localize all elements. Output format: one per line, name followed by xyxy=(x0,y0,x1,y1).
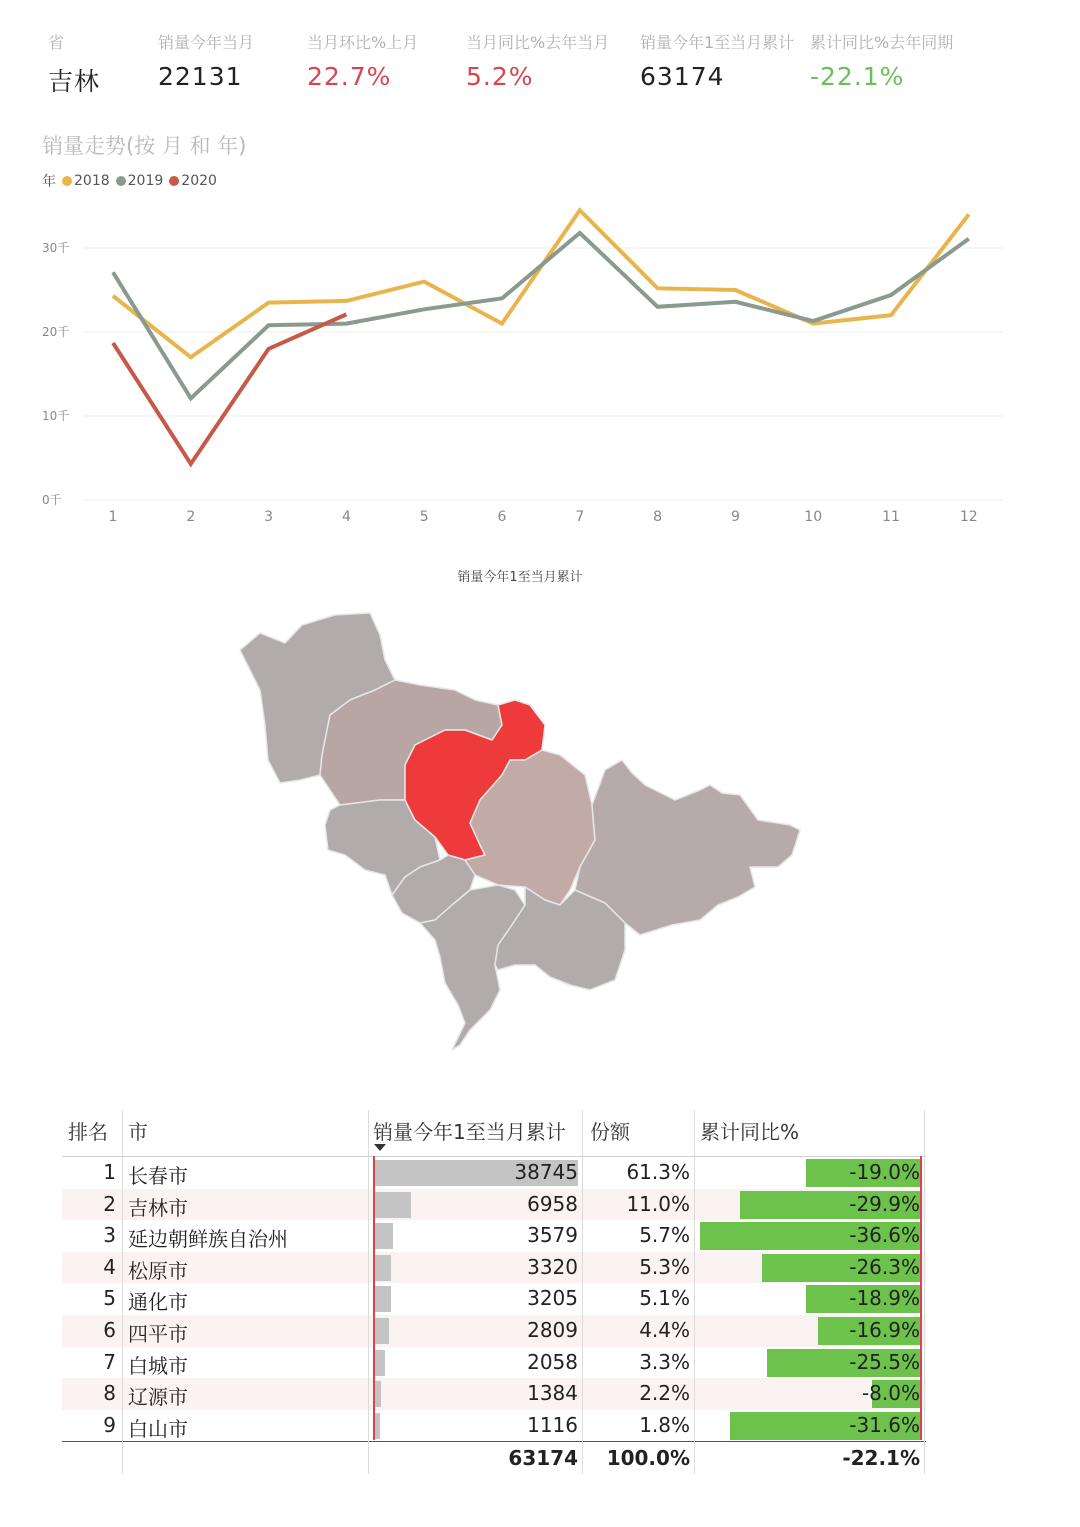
x-tick-label: 4 xyxy=(341,509,351,525)
grid-line xyxy=(582,1110,583,1474)
x-tick-label: 10 xyxy=(804,509,823,525)
bar-baseline-marker xyxy=(920,1156,922,1440)
table-total-row xyxy=(62,1441,926,1476)
cell-rank: 4 xyxy=(103,1254,116,1279)
legend-item-2019[interactable] xyxy=(116,173,164,189)
legend-label-2020: 2020 xyxy=(181,173,217,189)
legend-label-2019: 2019 xyxy=(127,173,164,189)
cell-rank: 8 xyxy=(103,1381,116,1406)
cell-rank: 1 xyxy=(103,1160,116,1184)
total-qty: 63174 xyxy=(508,1446,578,1471)
cell-city: 辽源市 xyxy=(128,1385,188,1410)
cell-share: 3.3% xyxy=(639,1349,690,1374)
table-row[interactable] xyxy=(62,1283,926,1315)
cell-qty: 38745 xyxy=(514,1160,578,1184)
cell-share: 1.8% xyxy=(639,1412,690,1437)
x-tick-label: 7 xyxy=(575,509,585,525)
kpi-ytd-value: 63174 xyxy=(640,62,725,91)
table-row[interactable] xyxy=(62,1315,926,1347)
table-row[interactable] xyxy=(62,1378,926,1410)
total-share: 100.0% xyxy=(606,1446,690,1471)
kpi-month-sales-value: 22131 xyxy=(158,62,243,91)
cell-yoy: -26.3% xyxy=(849,1254,920,1279)
table-body xyxy=(62,1157,926,1441)
cell-share: 61.3% xyxy=(626,1160,690,1184)
jilin-map[interactable] xyxy=(230,605,810,1065)
kpi-header-ytd: 销量今年1至当月累计 xyxy=(640,33,795,52)
series-line-2020[interactable] xyxy=(113,314,346,464)
total-yoy: -22.1% xyxy=(842,1446,920,1471)
cell-yoy: -29.9% xyxy=(849,1191,920,1216)
cell-yoy: -25.5% xyxy=(849,1349,920,1374)
sort-desc-icon[interactable] xyxy=(374,1144,386,1151)
y-tick-label: 30千 xyxy=(42,241,70,255)
cell-qty: 6958 xyxy=(527,1191,578,1216)
legend-dot-2020 xyxy=(169,176,179,186)
sales-trend-chart[interactable] xyxy=(0,200,1040,535)
table-header-yoy[interactable]: 累计同比% xyxy=(700,1120,800,1144)
grid-line xyxy=(694,1110,695,1474)
x-tick-label: 2 xyxy=(186,509,196,525)
table-header-row xyxy=(62,1110,926,1157)
y-tick-label: 10千 xyxy=(42,409,70,423)
cell-city: 白山市 xyxy=(128,1416,188,1441)
table-row[interactable] xyxy=(62,1410,926,1442)
cell-city: 长春市 xyxy=(128,1164,188,1188)
table-row[interactable] xyxy=(62,1189,926,1221)
grid-line xyxy=(122,1110,123,1474)
cell-rank: 6 xyxy=(103,1317,116,1342)
cell-rank: 3 xyxy=(103,1223,116,1248)
table-row[interactable] xyxy=(62,1252,926,1284)
legend-dot-2019 xyxy=(116,176,126,186)
bar-baseline-marker xyxy=(373,1156,375,1440)
x-tick-label: 3 xyxy=(264,509,274,525)
x-tick-label: 5 xyxy=(419,509,429,525)
cell-qty: 1384 xyxy=(527,1381,578,1406)
x-tick-label: 11 xyxy=(882,509,900,525)
kpi-header-yoy-ytd: 累计同比%去年同期 xyxy=(810,33,954,52)
cell-share: 5.3% xyxy=(639,1254,690,1279)
chart-legend xyxy=(42,171,217,191)
legend-item-2018[interactable] xyxy=(62,173,110,189)
legend-label-2018: 2018 xyxy=(74,173,110,189)
legend-title: 年 xyxy=(42,174,56,190)
legend-dot-2018 xyxy=(62,176,72,186)
series-line-2019[interactable] xyxy=(113,233,969,398)
y-tick-label: 20千 xyxy=(42,325,70,339)
grid-line xyxy=(924,1110,925,1474)
table-header-share[interactable]: 份额 xyxy=(590,1120,630,1144)
cell-qty: 2058 xyxy=(527,1349,578,1374)
kpi-province-value: 吉林 xyxy=(48,67,101,96)
table-row[interactable] xyxy=(62,1220,926,1252)
cell-yoy: -36.6% xyxy=(849,1223,920,1248)
cell-qty: 1116 xyxy=(527,1412,578,1437)
table-header-qty[interactable]: 销量今年1至当月累计 xyxy=(373,1120,566,1144)
map-title: 销量今年1至当月累计 xyxy=(457,570,583,585)
cell-share: 5.7% xyxy=(639,1223,690,1248)
x-tick-label: 6 xyxy=(497,509,507,525)
table-header-rank[interactable]: 排名 xyxy=(68,1120,108,1144)
cell-city: 松原市 xyxy=(128,1258,188,1283)
cell-city: 吉林市 xyxy=(128,1195,188,1220)
cell-share: 11.0% xyxy=(626,1191,690,1216)
cell-yoy: -18.9% xyxy=(849,1286,920,1311)
x-tick-label: 9 xyxy=(730,509,740,525)
cell-city: 通化市 xyxy=(128,1290,188,1315)
x-tick-label: 12 xyxy=(959,509,978,525)
cell-yoy: -19.0% xyxy=(849,1160,920,1184)
kpi-header-province: 省 xyxy=(48,33,65,52)
cell-qty: 3205 xyxy=(527,1286,578,1311)
y-tick-label: 0千 xyxy=(42,493,62,507)
city-sales-table xyxy=(62,1110,926,1476)
cell-qty: 2809 xyxy=(527,1317,578,1342)
cell-rank: 7 xyxy=(103,1349,116,1374)
cell-share: 4.4% xyxy=(639,1317,690,1342)
table-row[interactable] xyxy=(62,1347,926,1379)
cell-city: 延边朝鲜族自治州 xyxy=(128,1227,288,1252)
x-tick-label: 8 xyxy=(653,509,663,525)
chart-title: 销量走势(按 月 和 年) xyxy=(42,134,247,158)
cell-rank: 5 xyxy=(103,1286,116,1311)
kpi-yoy-ytd-value: -22.1% xyxy=(810,62,905,91)
cell-qty: 3579 xyxy=(527,1223,578,1248)
kpi-header-yoy-month: 当月同比%去年当月 xyxy=(466,33,610,52)
x-tick-label: 1 xyxy=(108,509,118,525)
cell-city: 白城市 xyxy=(128,1353,188,1378)
cell-rank: 2 xyxy=(103,1191,116,1216)
cell-share: 2.2% xyxy=(639,1381,690,1406)
kpi-mom-value: 22.7% xyxy=(307,62,392,91)
kpi-yoy-month-value: 5.2% xyxy=(466,62,534,91)
kpi-header-mom: 当月环比%上月 xyxy=(307,33,419,52)
cell-yoy: -16.9% xyxy=(849,1317,920,1342)
cell-qty: 3320 xyxy=(527,1254,578,1279)
legend-item-2020[interactable] xyxy=(169,173,217,189)
table-header-city[interactable]: 市 xyxy=(128,1120,148,1144)
kpi-header-month-sales: 销量今年当月 xyxy=(158,33,255,52)
table-row[interactable] xyxy=(62,1157,926,1189)
cell-city: 四平市 xyxy=(128,1321,188,1346)
cell-yoy: -31.6% xyxy=(849,1412,920,1437)
grid-line xyxy=(368,1110,369,1474)
cell-yoy: -8.0% xyxy=(861,1381,920,1406)
cell-share: 5.1% xyxy=(639,1286,690,1311)
series-line-2018[interactable] xyxy=(113,210,969,357)
cell-rank: 9 xyxy=(103,1412,116,1437)
